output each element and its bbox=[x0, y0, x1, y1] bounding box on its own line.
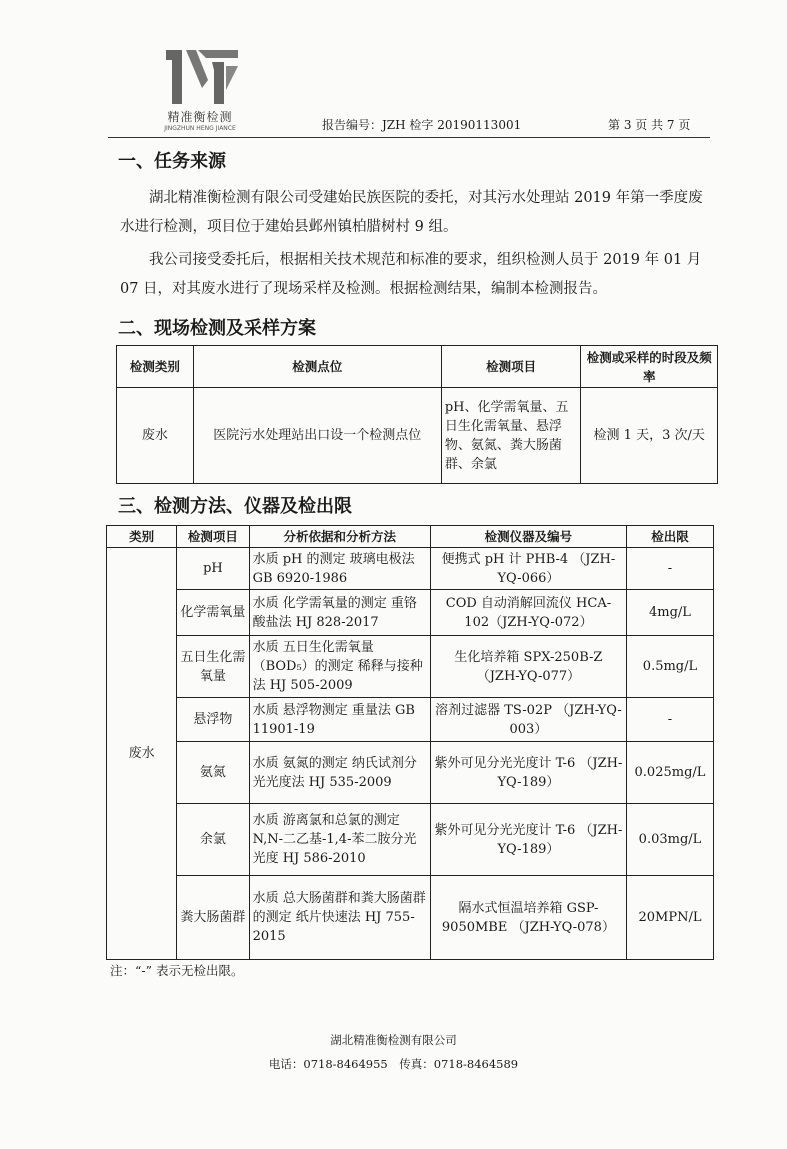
cell-instrument: COD 自动消解回流仪 HCA-102（JZH-YQ-072） bbox=[430, 590, 626, 636]
cell-item: 氨氮 bbox=[177, 742, 249, 804]
cell-item: 悬浮物 bbox=[177, 698, 249, 742]
footer-contact: 电话：0718-8464955 传真：0718-8464589 bbox=[268, 1057, 519, 1071]
table-header-row bbox=[117, 346, 718, 388]
cell-limit: 0.025mg/L bbox=[626, 742, 713, 804]
header-items: 检测项目 bbox=[441, 346, 581, 388]
table-row bbox=[117, 388, 718, 484]
cell-item: 粪大肠菌群 bbox=[177, 876, 249, 960]
cell-instrument: 紫外可见分光光度计 T-6 （JZH-YQ-189） bbox=[430, 742, 626, 804]
section1-paragraph1: 湖北精准衡检测有限公司受建始民族医院的委托，对其污水处理站 2019 年第一季度废水进行检测，项目位于建始县邺州镇柏腊树村 9 组。 bbox=[120, 190, 703, 235]
page-number: 第 3 页 共 7 页 bbox=[608, 118, 691, 132]
cell-method: 水质 总大肠菌群和粪大肠菌群的测定 纸片快速法 HJ 755-2015 bbox=[249, 876, 430, 960]
table-header-row bbox=[107, 526, 714, 548]
section3-title: 三、检测方法、仪器及检出限 bbox=[118, 496, 352, 517]
logo-name-cn: 精准衡检测 bbox=[167, 110, 233, 124]
cell-method: 水质 五日生化需氧量（BOD₅）的测定 稀释与接种法 HJ 505-2009 bbox=[249, 636, 430, 698]
header-item: 检测项目 bbox=[177, 526, 249, 548]
section1-title: 一、任务来源 bbox=[118, 151, 226, 172]
header-category: 类别 bbox=[107, 526, 177, 548]
cell-method: 水质 化学需氧量的测定 重铬酸盐法 HJ 828-2017 bbox=[249, 590, 430, 636]
cell-category: 废水 bbox=[107, 548, 177, 960]
header-limit: 检出限 bbox=[626, 526, 713, 548]
table-row bbox=[107, 636, 714, 698]
cell-instrument: 生化培养箱 SPX-250B-Z （JZH-YQ-077） bbox=[430, 636, 626, 698]
section1-paragraph2: 我公司接受委托后，根据相关技术规范和标准的要求，组织检测人员于 2019 年 01 月 07 日，对其废水进行了现场采样及检测。根据检测结果，编制本检测报告。 bbox=[120, 252, 702, 297]
logo-name-en: JINGZHUN HENG JIANCE bbox=[164, 125, 236, 132]
table-row bbox=[107, 548, 714, 590]
cell-instrument: 紫外可见分光光度计 T-6 （JZH-YQ-189） bbox=[430, 804, 626, 876]
header-divider bbox=[108, 137, 710, 138]
cell-item: pH bbox=[177, 548, 249, 590]
cell-item: 化学需氧量 bbox=[177, 590, 249, 636]
header-method: 分析依据和分析方法 bbox=[249, 526, 430, 548]
header-category: 检测类别 bbox=[117, 346, 194, 388]
sampling-plan-table bbox=[116, 345, 718, 484]
cell-frequency: 检测 1 天，3 次/天 bbox=[581, 388, 718, 484]
table-row bbox=[107, 742, 714, 804]
cell-item: 五日生化需氧量 bbox=[177, 636, 249, 698]
header-instrument: 检测仪器及编号 bbox=[430, 526, 626, 548]
cell-limit: 4mg/L bbox=[626, 590, 713, 636]
cell-method: 水质 pH 的测定 玻璃电极法 GB 6920-1986 bbox=[249, 548, 430, 590]
header-location: 检测点位 bbox=[193, 346, 441, 388]
cell-limit: 0.5mg/L bbox=[626, 636, 713, 698]
cell-instrument: 便携式 pH 计 PHB-4 （JZH-YQ-066） bbox=[430, 548, 626, 590]
cell-items: pH、化学需氧量、五日生化需氧量、悬浮物、氨氮、粪大肠菌群、余氯 bbox=[441, 388, 581, 484]
company-logo bbox=[150, 50, 250, 140]
cell-limit: - bbox=[626, 698, 713, 742]
table-row bbox=[107, 698, 714, 742]
cell-instrument: 溶剂过滤器 TS-02P （JZH-YQ-003） bbox=[430, 698, 626, 742]
logo-mark-icon bbox=[162, 50, 238, 104]
header-frequency: 检测或采样的时段及频率 bbox=[581, 346, 718, 388]
table-row bbox=[107, 590, 714, 636]
table-row bbox=[107, 876, 714, 960]
cell-method: 水质 悬浮物测定 重量法 GB 11901-19 bbox=[249, 698, 430, 742]
cell-location: 医院污水处理站出口设一个检测点位 bbox=[193, 388, 441, 484]
cell-limit: - bbox=[626, 548, 713, 590]
section2-title: 二、现场检测及采样方案 bbox=[118, 318, 316, 339]
report-number: 报告编号：JZH 检字 20190113001 bbox=[322, 118, 522, 132]
cell-limit: 0.03mg/L bbox=[626, 804, 713, 876]
cell-method: 水质 游离氯和总氯的测定 N,N-二乙基-1,4-苯二胺分光光度 HJ 586-2010 bbox=[249, 804, 430, 876]
methods-table bbox=[106, 525, 714, 960]
cell-category: 废水 bbox=[117, 388, 194, 484]
table-note: 注：“-” 表示无检出限。 bbox=[110, 963, 244, 978]
cell-limit: 20MPN/L bbox=[626, 876, 713, 960]
cell-instrument: 隔水式恒温培养箱 GSP-9050MBE （JZH-YQ-078） bbox=[430, 876, 626, 960]
table-row bbox=[107, 804, 714, 876]
footer-company: 湖北精准衡检测有限公司 bbox=[330, 1033, 457, 1047]
cell-item: 余氯 bbox=[177, 804, 249, 876]
cell-method: 水质 氨氮的测定 纳氏试剂分光光度法 HJ 535-2009 bbox=[249, 742, 430, 804]
